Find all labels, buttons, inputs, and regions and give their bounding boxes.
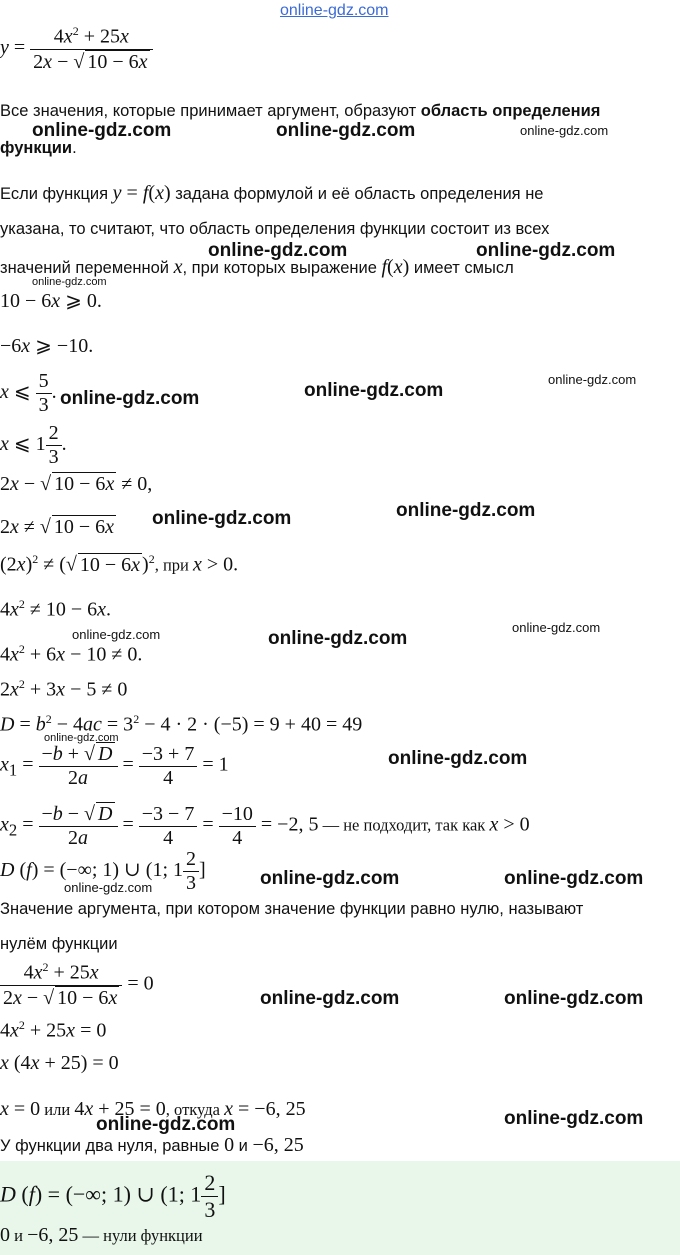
answer-domain: D (f) = (−∞; 1) ∪ (1; 1 $\frac{2}{3}$ ] [0, 1170, 226, 1222]
cond-4: $4x^2 \ne 10 - 6x$. [0, 597, 112, 621]
domain-result: D (f) = (−∞; 1) ∪ (1; 1 $\frac{2}{3}$ ] [0, 848, 206, 894]
root-1: $x_1$ = $\frac{-b + √ D}{2a}$ = $\frac{-3 + 7}{4}$ = 1 [0, 742, 229, 789]
watermark: online-gdz.com [32, 120, 172, 141]
watermark: online-gdz.com [44, 732, 119, 744]
discriminant: $D = b^2 - 4ac = 3^2 - 4 \cdot 2 \cdot (-5) = 9 + 40 = 49$ [0, 712, 363, 736]
ineq-4: x ⩽ 1 $\frac{2}{3}$ . [0, 422, 67, 468]
cond-5: $4x^2 + 6x - 10 \ne 0$. [0, 642, 143, 666]
watermark: online-gdz.com [388, 748, 528, 769]
domain-definition: Все значения, которые принимает аргумент, образуют область определения [0, 102, 601, 120]
two-zeros: У функции два нуля, равные 0 и −6, 25 [0, 1134, 304, 1156]
cond-1: 2x − √ 10 − 6x ≠ 0, [0, 473, 153, 495]
answer-zeros: 0 и −6, 25 — нули функции [0, 1224, 203, 1246]
ineq-2: −6x ⩾ −10. [0, 335, 94, 357]
cond-2: 2x ≠ √ 10 − 6x [0, 516, 115, 538]
watermark: online-gdz.com [268, 628, 408, 649]
watermark: online-gdz.com [504, 1108, 644, 1129]
watermark: online-gdz.com [396, 500, 536, 521]
ineq-1: 10 − 6x ⩾ 0. [0, 290, 102, 312]
watermark: online-gdz.com [512, 620, 601, 635]
cond-6: $2x^2 + 3x - 5 \ne 0$ [0, 677, 128, 701]
zero-eq-2: $4x^2 + 25x = 0$ [0, 1018, 107, 1042]
watermark: online-gdz.com [152, 508, 292, 529]
zero-eq-3: x (4x + 25) = 0 [0, 1052, 119, 1074]
ineq-3: x ⩽ $\frac{5}{3}$ . [0, 370, 57, 416]
watermark: online-gdz.com [276, 120, 416, 141]
zero-definition-1: Значение аргумента, при котором значение функции равно нулю, называют [0, 900, 584, 918]
zero-equation: $\frac{4x^2 + 25x}{2x - √ 10 - 6x}$ = 0 [0, 960, 154, 1010]
site-link[interactable]: online-gdz.com [280, 2, 389, 19]
watermark: online-gdz.com [548, 372, 637, 387]
watermark: online-gdz.com [504, 988, 644, 1009]
watermark: online-gdz.com [260, 988, 400, 1009]
domain-definition-end: функции. [0, 139, 77, 157]
if-function-line3: значений переменной x, при которых выражение f(x) имеет смысл [0, 256, 514, 278]
zero-eq-4: x = 0 или 4x + 25 = 0, откуда x = −6, 25 [0, 1098, 306, 1120]
watermark: online-gdz.com [208, 240, 348, 261]
watermark: online-gdz.com [520, 123, 609, 138]
watermark: online-gdz.com [504, 868, 644, 889]
watermark: online-gdz.com [32, 276, 107, 288]
watermark: online-gdz.com [72, 627, 161, 642]
watermark: online-gdz.com [96, 1114, 236, 1135]
root-2: $x_2$ = $\frac{-b - √ D}{2a}$ = $\frac{-3 - 7}{4}$ = $\frac{-10}{4}$ = −2, 5 — не подходит, так как x > 0 [0, 802, 530, 849]
if-function-line1: Если функция y = f(x) задана формулой и её область определения не [0, 182, 544, 204]
cond-3: $(2x)^2$ ≠ (√ 10 − 6x )$^2$, при x > 0. [0, 552, 239, 576]
zero-definition-2: нулём функции [0, 935, 118, 953]
function-formula: y = $\frac{4x^2 + 25x}{2x - √ 10 - 6x}$ [0, 24, 153, 74]
watermark: online-gdz.com [260, 868, 400, 889]
if-function-line2: указана, то считают, что область определения функции состоит из всех [0, 220, 550, 238]
watermark: online-gdz.com [64, 880, 153, 895]
watermark: online-gdz.com [476, 240, 616, 261]
watermark: online-gdz.com [304, 380, 444, 401]
watermark: online-gdz.com [60, 388, 200, 409]
